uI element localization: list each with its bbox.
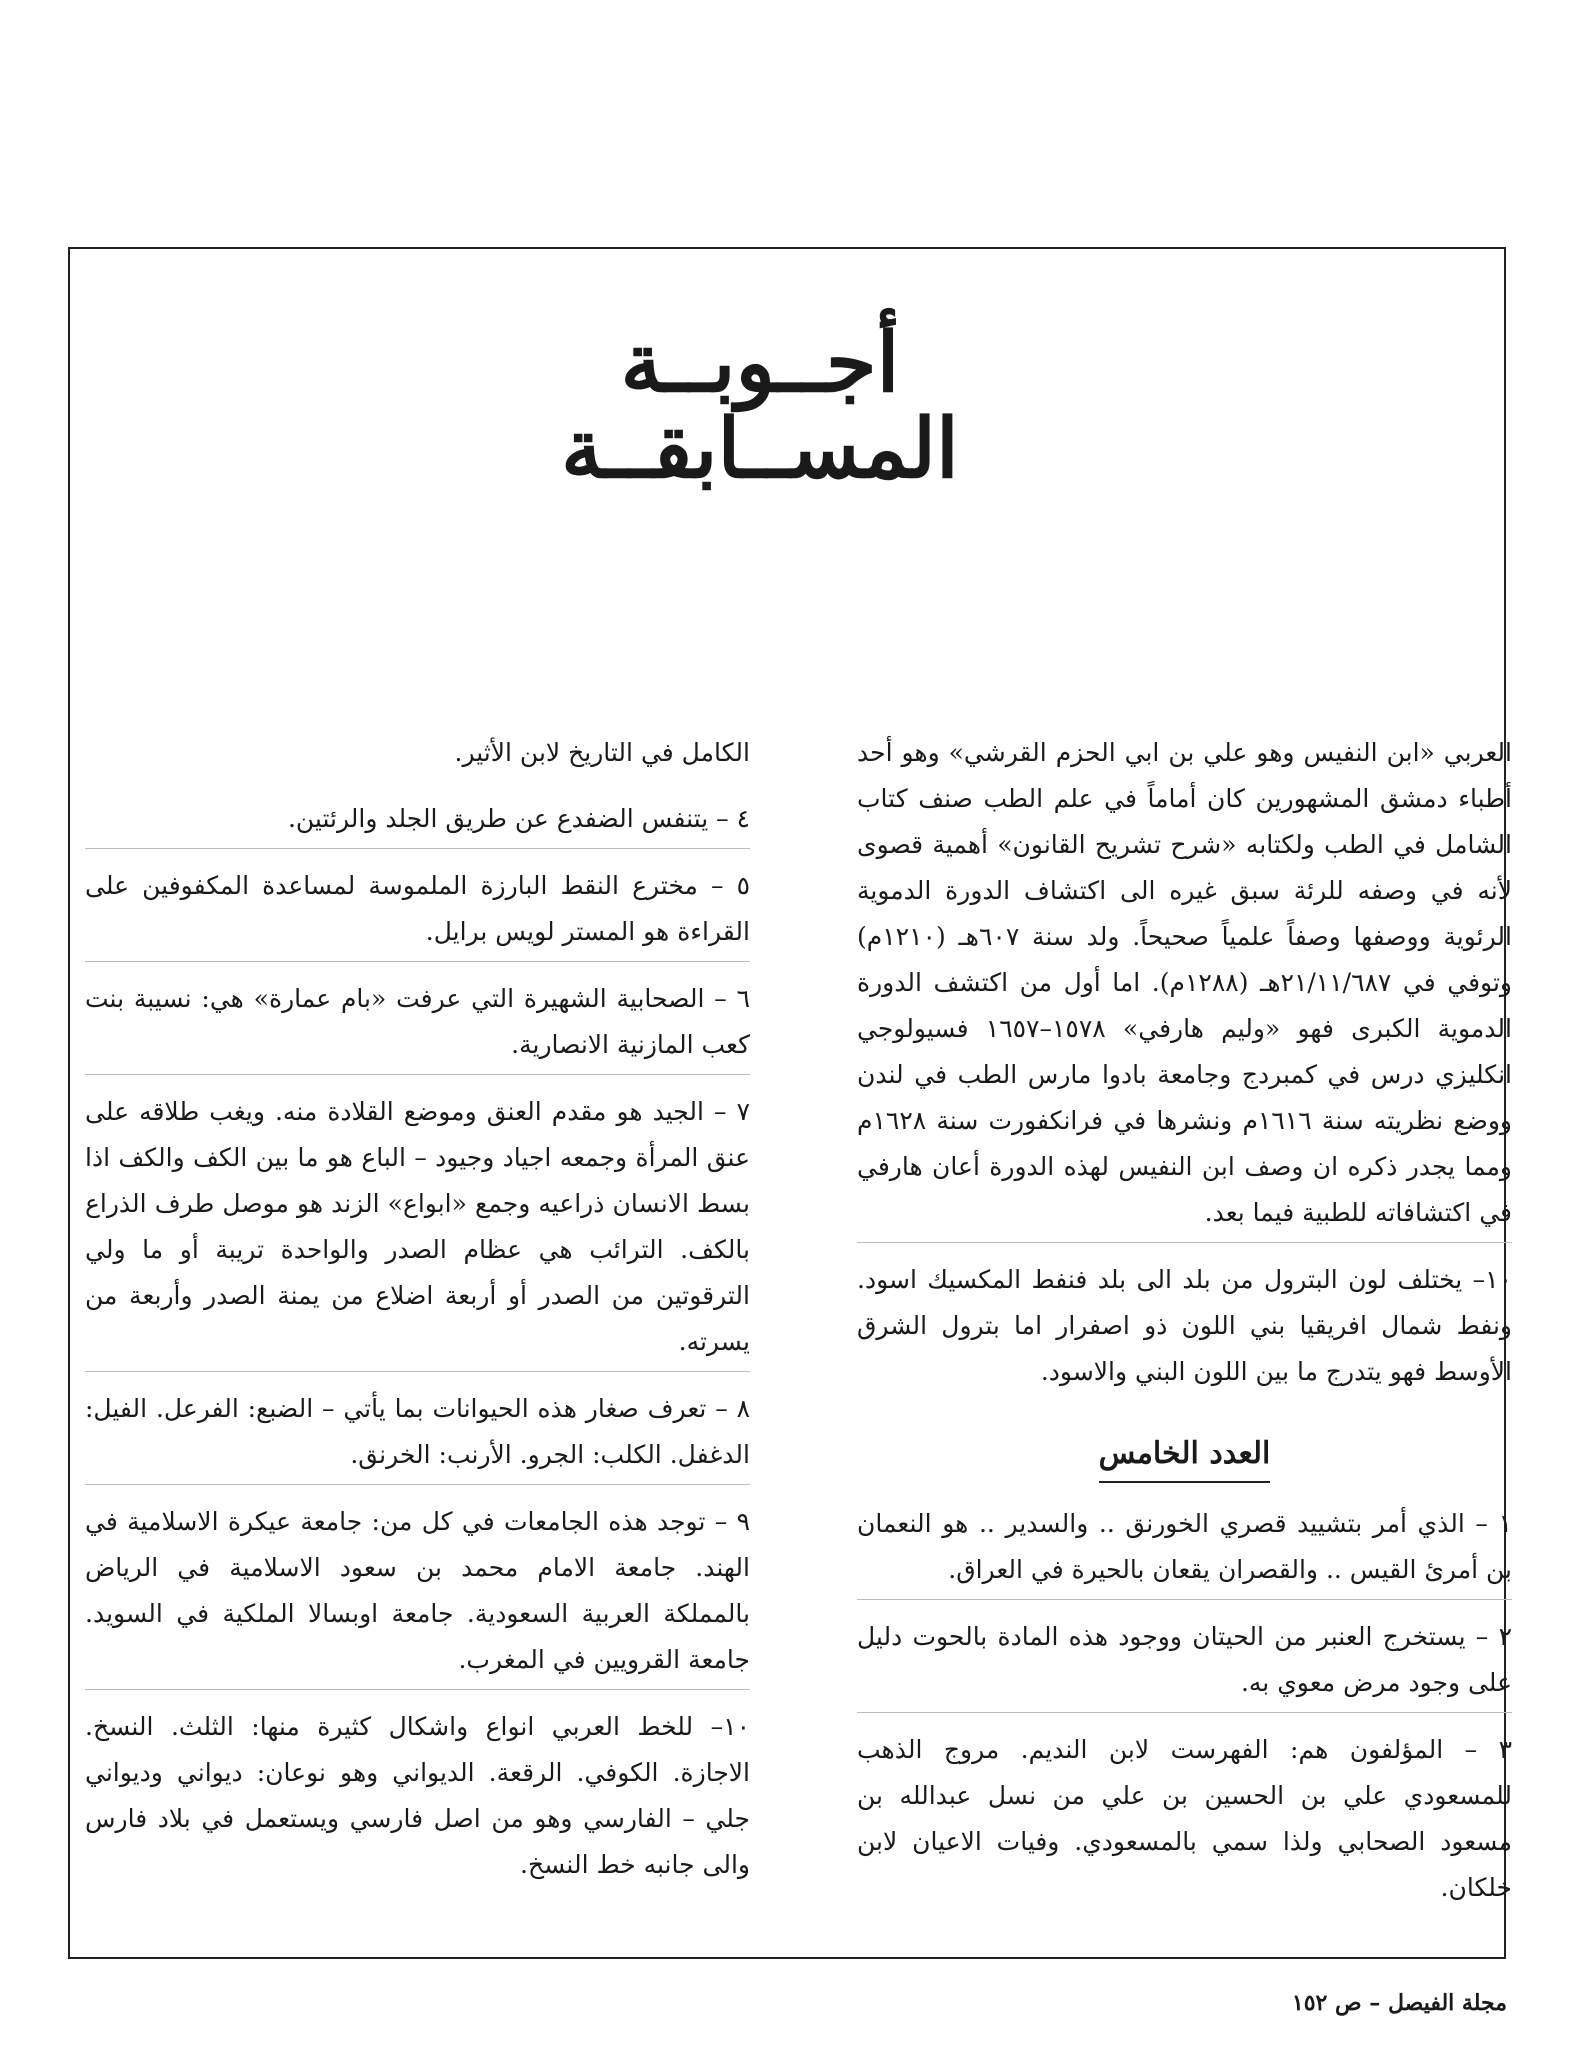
title-line-1: أجــوبــة bbox=[620, 315, 900, 411]
paragraph: ١٠– يختلف لون البترول من بلد الى بلد فنفط المكسيك اسود. ونفط شمال افريقيا بني اللون ذو اصفرار اما بترول الشرق الأوسط فهو يتدرج ما بين اللون البني والاسود. bbox=[857, 1265, 1512, 1386]
title-line-2: المســابقــة bbox=[561, 401, 959, 498]
paragraph: ٢ – يستخرج العنبر من الحيتان ووجود هذه المادة بالحوت دليل على وجود مرض معوي به. bbox=[857, 1614, 1512, 1713]
paragraph: ٤ – يتنفس الضفدع عن طريق الجلد والرئتين. bbox=[85, 796, 750, 849]
paragraph: ١ – الذي أمر بتشييد قصري الخورنق .. والسدير .. هو النعمان بن أمرئ القيس .. والقصران يقعان بالحيرة في العراق. bbox=[857, 1501, 1512, 1600]
paragraph: ٩ – توجد هذه الجامعات في كل من: جامعة عيكرة الاسلامية في الهند. جامعة الامام محمد بن سعود الاسلامية في الرياض بالمملكة العربية السعودية. جامعة اوبسالا الملكية في السويد. جامعة القرويين في المغرب. bbox=[85, 1499, 750, 1690]
page-footer: مجلة الفيصل – ص ١٥٢ bbox=[1291, 1990, 1507, 2016]
paragraph: ٦ – الصحابية الشهيرة التي عرفت «بام عمارة» هي: نسيبة بنت كعب المازنية الانصارية. bbox=[85, 976, 750, 1075]
paragraph: الكامل في التاريخ لابن الأثير. bbox=[454, 738, 750, 767]
right-column bbox=[857, 730, 1512, 1931]
paragraph: ٧ – الجيد هو مقدم العنق وموضع القلادة منه. ويغب طلاقه على عنق المرأة وجمعه اجياد وجيود – الباع هو ما بين الكف والكف اذا بسط الانسان ذراعيه وجمع «ابواع» الزند هو موصل طرف الذراع بالكف. الترائب هي عظام الصدر والواحدة تريبة أو ما ولي الترقوتين من الصدر أو أربعة اضلاع من يمنة الصدر وأربعة من يسرته. bbox=[85, 1089, 750, 1372]
section-title: العدد الخامس bbox=[1099, 1431, 1271, 1483]
article-title bbox=[500, 315, 1020, 498]
left-column bbox=[85, 730, 750, 1908]
paragraph: ٣ – المؤلفون هم: الفهرست لابن النديم. مروج الذهب للمسعودي علي بن الحسين بن علي من نسل عبدالله بن مسعود الصحابي ولذا سمي بالمسعودي. وفيات الاعيان لابن خلكان. bbox=[857, 1735, 1512, 1902]
paragraph: ١٠– للخط العربي انواع واشكال كثيرة منها: الثلث. النسخ. الاجازة. الكوفي. الرقعة. الديواني وهو نوعان: ديواني وديواني جلي – الفارسي وهو من اصل فارسي ويستعمل في بلاد فارس والى جانبه خط النسخ. bbox=[85, 1712, 750, 1879]
paragraph: العربي «ابن النفيس وهو علي بن ابي الحزم القرشي» وهو أحد أطباء دمشق المشهورين كان أماماً في علم الطب صنف كتاب الشامل في الطب ولكتابه «شرح تشريح القانون» أهمية قصوى لأنه في وصفه للرئة سبق غيره الى اكتشاف الدورة الدموية الرئوية ووصفها وصفاً علمياً صحيحاً. ولد سنة ٦٠٧هـ (١٢١٠م) وتوفي في ٢١/١١/٦٨٧هـ (١٢٨٨م). اما أول من اكتشف الدورة الدموية الكبرى فهو «وليم هارفي» ١٥٧٨–١٦٥٧ فسيولوجي انكليزي درس في كمبردج وجامعة بادوا مارس الطب في لندن ووضع نظريته سنة ١٦١٦م ونشرها في فرانكفورت سنة ١٦٢٨م ومما يجدر ذكره ان وصف ابن النفيس لهذه الدورة أعان هارفي في اكتشافاته للطبية فيما بعد. bbox=[857, 730, 1512, 1243]
paragraph: ٥ – مخترع النقط البارزة الملموسة لمساعدة المكفوفين على القراءة هو المستر لويس برايل. bbox=[85, 863, 750, 962]
paragraph: ٨ – تعرف صغار هذه الحيوانات بما يأتي – الضبع: الفرعل. الفيل: الدغفل. الكلب: الجرو. الأرنب: الخرنق. bbox=[85, 1386, 750, 1485]
section-heading bbox=[857, 1431, 1512, 1483]
